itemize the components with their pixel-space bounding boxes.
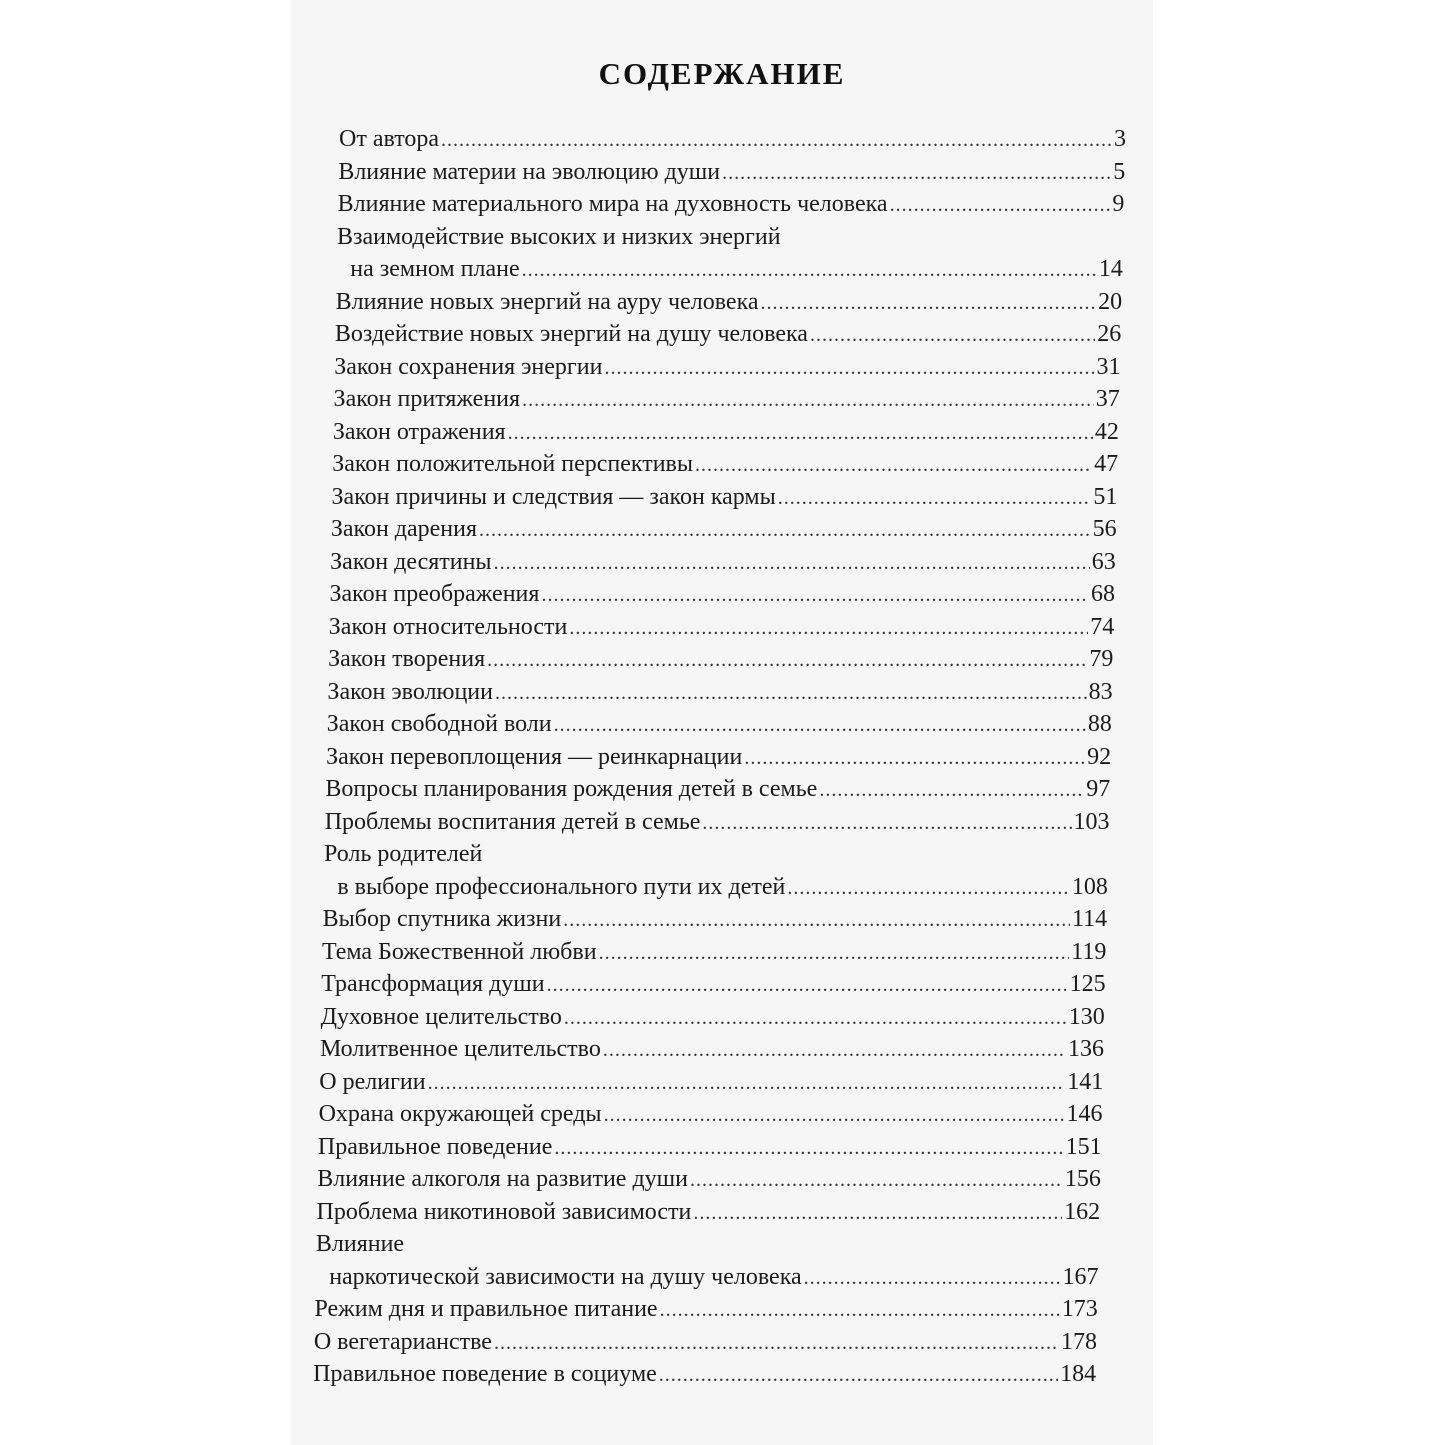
dot-leader	[522, 255, 1097, 285]
toc-entry	[318, 1132, 1102, 1163]
toc-entry-title: Закон отражения	[332, 418, 506, 445]
toc-entry-page-number: 114	[1072, 906, 1108, 932]
toc-entry-page-number: 119	[1071, 938, 1107, 965]
toc-entry	[334, 384, 1120, 415]
toc-entry-page-number: 51	[1093, 483, 1118, 510]
toc-entry	[332, 482, 1118, 513]
toc-entry-title: Закон свободной воли	[326, 711, 552, 737]
toc-entry-title: Закон причины и следствия — закон кармы	[331, 483, 776, 510]
toc-entry	[319, 1067, 1103, 1098]
toc-entry-title: Влияние материального мира на духовность человека	[337, 191, 888, 217]
dot-leader	[495, 678, 1087, 708]
dot-leader	[494, 1328, 1059, 1358]
toc-entry	[336, 287, 1122, 318]
toc-entry-title: Воздействие новых энергий на душу человека	[334, 321, 808, 347]
toc-entry-title: Правильное поведение в социуме	[313, 1361, 657, 1387]
dot-leader	[554, 710, 1086, 740]
toc-entry-page-number: 141	[1067, 1068, 1104, 1095]
toc-entry-title: Закон преображения	[329, 581, 540, 607]
dot-leader	[778, 483, 1092, 513]
toc-entry-page-number: 184	[1060, 1361, 1097, 1387]
toc-entry-page-number: 47	[1094, 451, 1119, 477]
dot-leader	[810, 320, 1095, 350]
toc-entry-title: О религии	[319, 1068, 426, 1095]
toc-entry-title: Режим дня и правильное питание	[314, 1296, 658, 1322]
toc-entry-page-number: 108	[1071, 873, 1108, 900]
dot-leader	[603, 1035, 1066, 1065]
toc-entry-page-number: 83	[1088, 678, 1113, 705]
dot-leader	[564, 1003, 1067, 1033]
toc-entry	[321, 969, 1105, 1000]
toc-entry	[329, 612, 1114, 643]
toc-entry-title: Проблема никотиновой зависимости	[316, 1198, 692, 1225]
dot-leader	[547, 970, 1068, 1000]
toc-entry-page-number: 178	[1060, 1328, 1097, 1355]
toc-entry	[321, 1002, 1105, 1033]
dot-leader	[804, 1263, 1061, 1293]
book-page	[291, 0, 1153, 1445]
toc-entry-page-number: 173	[1061, 1296, 1098, 1322]
toc-entry-title: Вопросы планирования рождения детей в семье	[325, 776, 818, 802]
toc-entry-title: Трансформация души	[321, 971, 545, 997]
toc-entry	[315, 1294, 1098, 1325]
toc-entry-title: Закон положительной перспективы	[332, 451, 694, 477]
dot-leader	[722, 158, 1111, 188]
toc-entry	[329, 579, 1115, 610]
toc-entry-page-number: 103	[1073, 808, 1110, 835]
table-of-contents	[291, 0, 1153, 1445]
toc-entry	[332, 449, 1118, 480]
toc-entry-title: Закон перевоплощения — реинкарнации	[326, 743, 743, 770]
dot-leader	[441, 125, 1112, 155]
toc-entry	[313, 1359, 1096, 1390]
toc-entry-title: Духовное целительство	[320, 1003, 562, 1030]
toc-entry-page-number: 14	[1098, 256, 1123, 282]
toc-entry-page-number: 130	[1068, 1003, 1105, 1030]
toc-entry-title: Влияние алкоголя на развитие души	[317, 1166, 688, 1192]
dot-leader	[508, 418, 1093, 448]
dot-leader	[695, 450, 1092, 480]
toc-entry-title: Охрана окружающей среды	[318, 1101, 602, 1127]
toc-entry-page-number: 68	[1091, 581, 1115, 607]
toc-entry-page-number: 156	[1064, 1166, 1101, 1192]
toc-entry	[334, 352, 1120, 383]
dot-leader	[522, 385, 1094, 415]
dot-leader	[479, 515, 1091, 545]
toc-entry-page-number: 42	[1094, 418, 1119, 445]
toc-entry	[327, 677, 1112, 708]
toc-entry-heading: Роль родителей	[324, 841, 483, 867]
toc-entry-title: Закон десятины	[330, 548, 492, 575]
dot-leader	[761, 288, 1097, 318]
toc-entry-title: Молитвенное целительство	[319, 1036, 601, 1062]
toc-entry	[338, 157, 1125, 188]
toc-entry-title: Закон эволюции	[327, 678, 493, 705]
dot-leader	[660, 1295, 1060, 1325]
toc-entry-title: Тема Божественной любви	[321, 938, 597, 965]
toc-entry-title: в выборе профессионального пути их детей	[337, 873, 786, 900]
toc-entry	[326, 742, 1111, 773]
toc-entry	[327, 709, 1112, 740]
toc-entry-page-number: 31	[1096, 353, 1121, 380]
dot-leader	[563, 905, 1070, 935]
toc-entry-title: Правильное поведение	[317, 1133, 553, 1160]
toc-entry-page-number: 151	[1065, 1133, 1102, 1160]
toc-entry	[329, 1262, 1098, 1293]
toc-entry	[314, 1327, 1097, 1358]
toc-entry-page-number: 167	[1062, 1263, 1099, 1290]
toc-entry	[339, 124, 1126, 155]
toc-entry-title: Закон дарения	[330, 516, 478, 542]
toc-entry-title: наркотической зависимости на душу человека	[329, 1263, 802, 1290]
toc-entry-title: Закон сохранения энергии	[334, 353, 603, 380]
toc-entry-title: Влияние новых энергий на ауру человека	[335, 288, 759, 315]
dot-leader	[744, 743, 1085, 773]
toc-entry-heading: Влияние	[315, 1231, 405, 1257]
dot-leader	[819, 775, 1084, 805]
toc-entry-page-number: 20	[1098, 288, 1123, 315]
toc-entry	[331, 514, 1117, 545]
dot-leader	[604, 353, 1094, 383]
toc-entry	[328, 644, 1113, 675]
toc-entry-page-number: 74	[1090, 613, 1115, 640]
toc-entry	[325, 774, 1110, 805]
toc-entry-title: Закон притяжения	[333, 386, 521, 412]
toc-entry	[319, 1099, 1103, 1130]
dot-leader	[599, 938, 1070, 968]
toc-entry-title: От автора	[339, 126, 440, 152]
toc-entry-page-number: 88	[1087, 711, 1112, 737]
toc-entry	[325, 807, 1110, 838]
toc-entry-page-number: 146	[1066, 1101, 1103, 1127]
dot-leader	[693, 1198, 1062, 1228]
toc-entry-page-number: 26	[1097, 321, 1122, 347]
toc-entry-page-number: 37	[1095, 386, 1120, 412]
toc-entry	[320, 1034, 1104, 1065]
dot-leader	[554, 1133, 1063, 1163]
dot-leader	[541, 580, 1089, 610]
toc-entry-title: Влияние материи на эволюцию души	[338, 158, 721, 185]
toc-entry-page-number: 92	[1087, 743, 1112, 770]
dot-leader	[702, 808, 1071, 838]
page-title: СОДЕРЖАНИЕ	[598, 56, 846, 91]
toc-entry-page-number: 3	[1114, 126, 1126, 152]
toc-entry	[317, 1164, 1101, 1195]
toc-entry-page-number: 79	[1089, 646, 1114, 672]
toc-entry	[338, 189, 1125, 220]
toc-entry	[337, 872, 1108, 903]
toc-entry	[330, 547, 1116, 578]
dot-leader	[494, 548, 1090, 578]
toc-entry-page-number: 56	[1092, 516, 1117, 542]
toc-entry-page-number: 162	[1064, 1198, 1101, 1225]
toc-entry-title: Закон относительности	[328, 613, 568, 640]
toc-entry-page-number: 97	[1086, 776, 1111, 802]
toc-entry-title: Выбор спутника жизни	[322, 906, 562, 932]
toc-entry	[322, 937, 1106, 968]
toc-entry	[333, 417, 1119, 448]
dot-leader	[690, 1165, 1063, 1195]
toc-entry-page-number: 125	[1069, 971, 1106, 997]
toc-entry-page-number: 5	[1113, 158, 1126, 185]
toc-entry	[323, 904, 1107, 935]
toc-entry-title: на земном плане	[350, 256, 520, 282]
toc-entry-title: Проблемы воспитания детей в семье	[324, 808, 701, 835]
dot-leader	[659, 1360, 1058, 1390]
dot-leader	[604, 1100, 1065, 1130]
dot-leader	[569, 613, 1088, 643]
toc-entry-page-number: 9	[1112, 191, 1125, 217]
dot-leader	[890, 190, 1111, 220]
dot-leader	[787, 873, 1070, 903]
toc-entry-title: О вегетарианстве	[313, 1328, 492, 1355]
toc-entry	[335, 319, 1121, 350]
dot-leader	[487, 645, 1087, 675]
toc-entry	[350, 254, 1123, 285]
toc-entry-page-number: 136	[1068, 1036, 1104, 1062]
toc-entry-heading: Взаимодействие высоких и низких энергий	[336, 223, 781, 250]
toc-entry	[317, 1197, 1101, 1228]
toc-entry-page-number: 63	[1091, 548, 1116, 575]
toc-entry-title: Закон творения	[328, 646, 486, 672]
dot-leader	[428, 1068, 1066, 1098]
